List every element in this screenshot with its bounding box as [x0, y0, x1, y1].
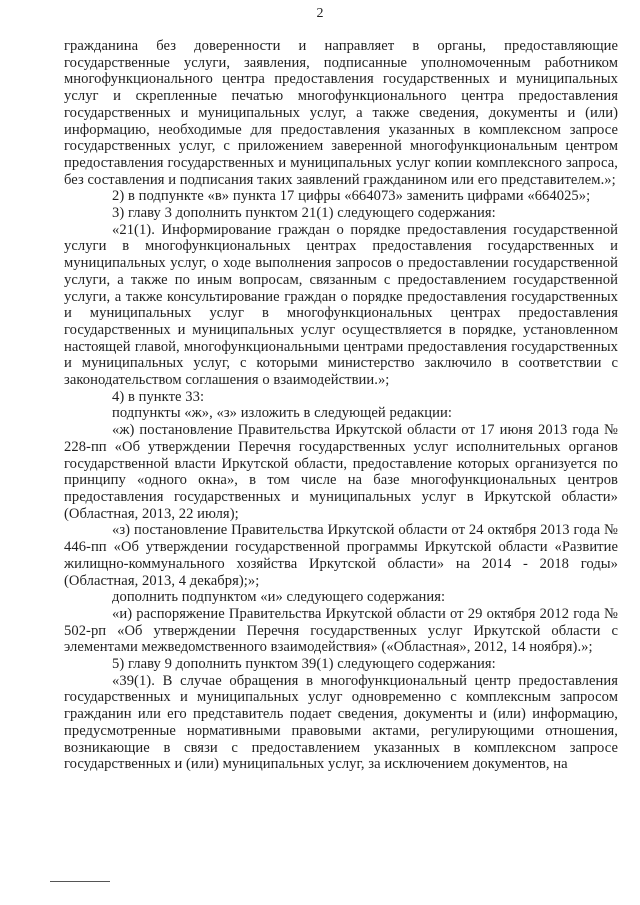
- paragraph-add-subitem-i: дополнить подпунктом «и» следующего содержания:: [112, 589, 446, 606]
- paragraph-item-3: 3) главу 3 дополнить пунктом 21(1) следующего содержания:: [112, 205, 496, 222]
- paragraph-subitems-intro: подпункты «ж», «з» изложить в следующей редакции:: [112, 405, 452, 422]
- paragraph-continuation: гражданина без доверенности и направляет в органы, предоставляющие государственные услуги, заявления, подписанные уполномоченным работником многофункционального центра предоставления государственных и муниципальных услуг и скрепленные печатью многофункционального центра предоставления государственных и муниципальных услуг, а также сведения, документы и (или) информацию, необходимые для предоставления указанных в комплексном запросе государственных услуг, с приложением заверенной многофункциональным центром предоставления государственных и муниципальных услуг копии комплексного запроса, без составления и подписания таких заявлений гражданином или его представителем.»;: [64, 38, 618, 188]
- paragraph-subitem-z: «з) постановление Правительства Иркутской области от 24 октября 2013 года № 446-пп «Об утверждении государственной программы Иркутской области «Развитие жилищно-коммунального хозяйства Иркутской области» на 2014 - 2018 годы» (Областная, 2013, 4 декабря);»;: [64, 522, 618, 589]
- paragraph-subitem-i: «и) распоряжение Правительства Иркутской области от 29 октября 2012 года № 502-рп «Об утверждении Перечня государственных услуг Иркутской области с элементами межведомственного взаимодействия» («Областная», 2012, 14 ноября).»;: [64, 605, 618, 656]
- paragraph-item-4: 4) в пункте 33:: [112, 388, 205, 405]
- page-number: 2: [316, 6, 324, 21]
- document-body: [64, 38, 618, 773]
- paragraph-21-1: «21(1). Информирование граждан о порядке предоставления государственной услуги в многофункциональных центрах предоставления государственных и муниципальных услуг, о ходе выполнения запросов о предоставлении государственной услуги, а также по иным вопросам, связанным с предоставлением государственной услуги, а также консультирование граждан о порядке предоставления государственных и муниципальных услуг в многофункциональных центрах предоставления государственных и муниципальных услуг осуществляется в порядке, установленном настоящей главой, многофункциональными центрами предоставления государственных и муниципальных услуг, с которыми министерство заключило в соответствии с законодательством соглашения о взаимодействии.»;: [64, 221, 618, 389]
- paragraph-39-1: «39(1). В случае обращения в многофункциональный центр предоставления государственных и муниципальных услуг одновременно с комплексным запросом гражданин или его представитель подает сведения, документы и (или) информацию, предусмотренные нормативными правовыми актами, регулирующими отношения, возникающие в связи с предоставлением указанных в комплексном запросе государственных и (или) муниципальных услуг, за исключением документов, на: [64, 672, 618, 773]
- paragraph-item-2: 2) в подпункте «в» пункта 17 цифры «664073» заменить цифрами «664025»;: [112, 188, 591, 205]
- paragraph-item-5: 5) главу 9 дополнить пунктом 39(1) следующего содержания:: [112, 656, 496, 673]
- margin-mark: [50, 881, 110, 882]
- paragraph-subitem-zh: «ж) постановление Правительства Иркутской области от 17 июня 2013 года № 228-пп «Об утверждении Перечня государственных услуг исполнительных органов государственной власти Иркутской области, предоставление которых организуется по принципу «одного окна», в том числе на базе многофункциональных центров предоставления государственных и муниципальных услуг в Иркутской области» (Областная, 2013, 22 июля);: [64, 422, 618, 522]
